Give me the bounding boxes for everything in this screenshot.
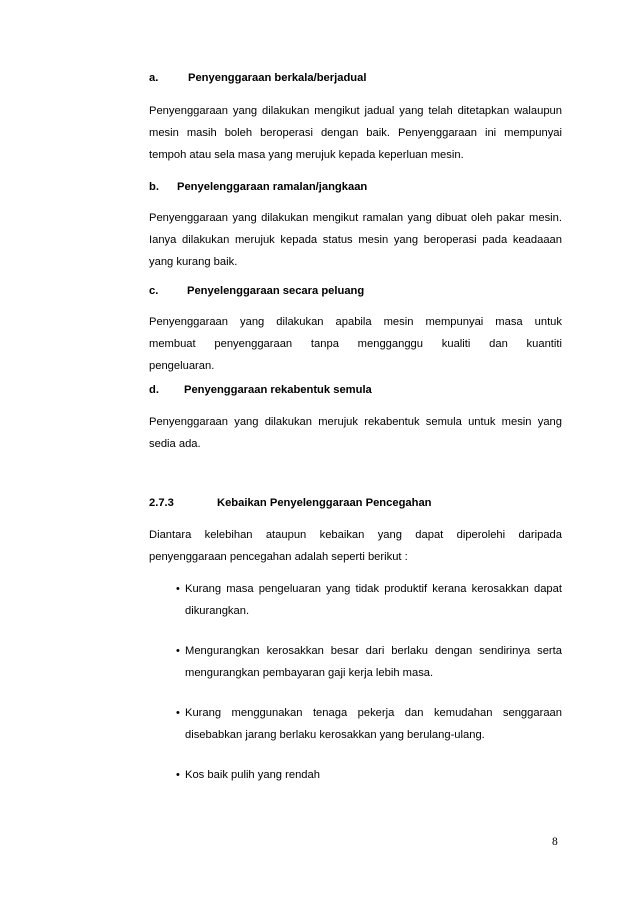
subsection-number: 2.7.3 xyxy=(149,497,174,509)
section-c-body-line-3: pengeluaran. xyxy=(149,360,215,372)
section-c-letter: c. xyxy=(149,285,159,297)
section-d-title: Penyenggaraan rekabentuk semula xyxy=(184,384,372,396)
bullet-item: Mengurangkan kerosakkan besar dari berlaku dengan sendirinya serta mengurangkan pembayaran gaji kerja lebih masa. xyxy=(185,645,562,680)
section-c-body-line-1: Penyenggaraan yang dilakukan apabila mesin mempunyai masa untuk xyxy=(149,316,562,328)
subsection-title: Kebaikan Penyelenggaraan Pencegahan xyxy=(217,497,432,509)
section-a-title: Penyenggaraan berkala/berjadual xyxy=(188,72,367,84)
bullet-item: Kos baik pulih yang rendah xyxy=(185,769,320,781)
section-a-body: Penyenggaraan yang dilakukan mengikut jadual yang telah ditetapkan walaupun mesin masih boleh beroperasi dengan baik. Penyenggaraan ini mempunyai tempoh atau sela masa yang merujuk kepada keperluan mesin. xyxy=(149,105,562,162)
bullet-item: Kurang menggunakan tenaga pekerja dan kemudahan senggaraan disebabkan jarang berlaku kerosakkan yang berulang-ulang. xyxy=(185,707,562,742)
section-c-title: Penyelenggaraan secara peluang xyxy=(187,285,365,297)
section-b-title: Penyelenggaraan ramalan/jangkaan xyxy=(177,181,368,193)
bullet-marker: • xyxy=(176,583,180,595)
section-b-body: Penyenggaraan yang dilakukan mengikut ramalan yang dibuat oleh pakar mesin. Ianya dilakukan merujuk kepada status mesin yang beroperasi pada keadaaan yang kurang baik. xyxy=(149,212,562,269)
page-number: 8 xyxy=(552,836,558,848)
section-b-letter: b. xyxy=(149,181,159,193)
bullet-marker: • xyxy=(176,707,180,719)
bullet-marker: • xyxy=(176,645,180,657)
bullet-item: Kurang masa pengeluaran yang tidak produktif kerana kerosakkan dapat dikurangkan. xyxy=(185,583,562,618)
section-a-letter: a. xyxy=(149,72,159,84)
section-d-body: Penyenggaraan yang dilakukan merujuk rekabentuk semula untuk mesin yang sedia ada. xyxy=(149,416,562,451)
subsection-intro: Diantara kelebihan ataupun kebaikan yang dapat diperolehi daripada penyenggaraan pencegahan adalah seperti berikut : xyxy=(149,529,562,564)
bullet-marker: • xyxy=(176,769,180,781)
section-d-letter: d. xyxy=(149,384,159,396)
section-c-body-line-2: membuat penyenggaraan tanpa mengganggu kualiti dan kuantiti xyxy=(149,338,562,350)
